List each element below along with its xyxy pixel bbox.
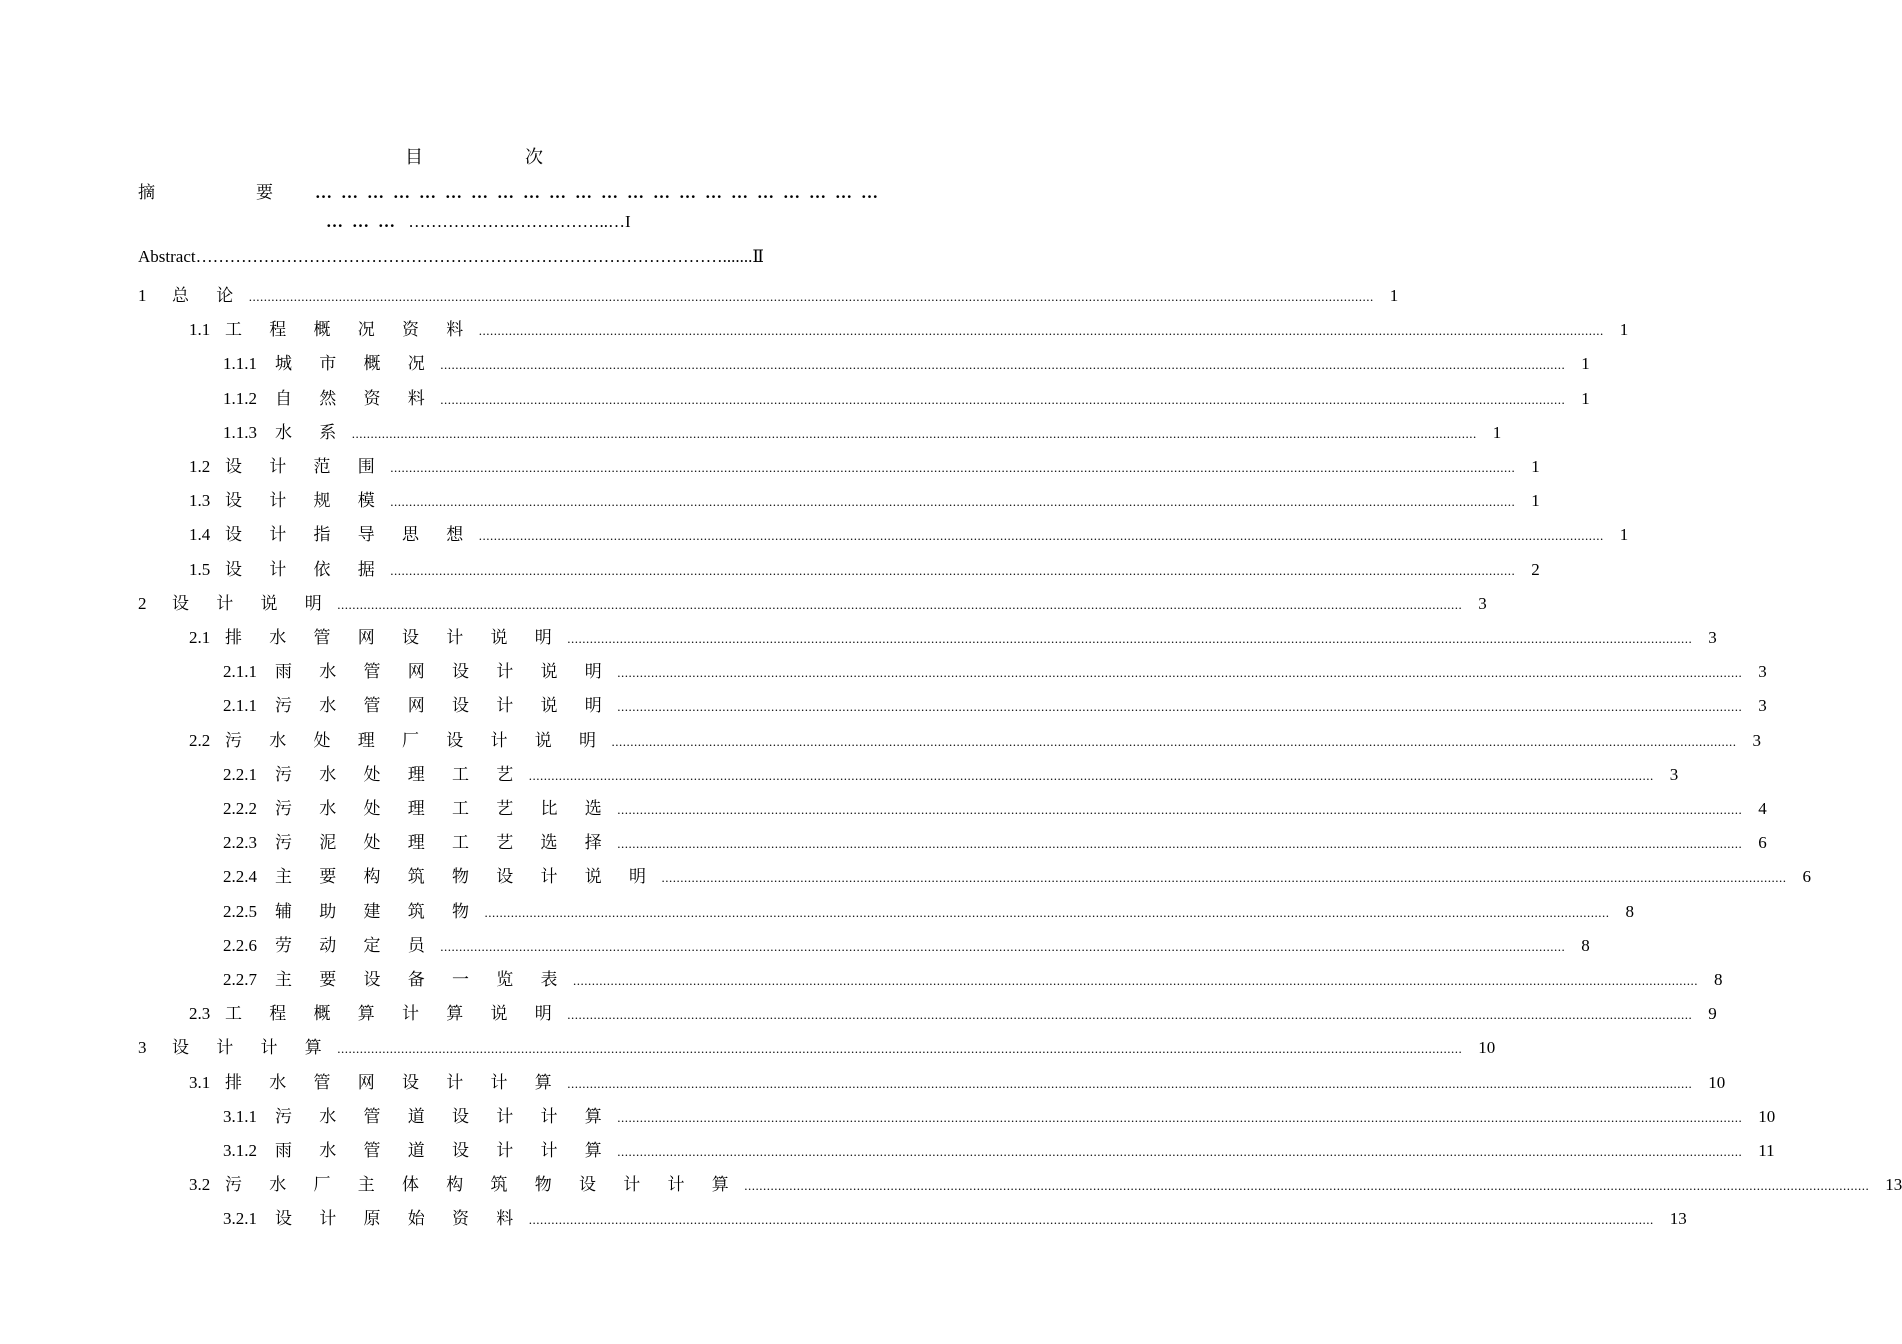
toc-entry-leader: ............................................................................................................................................................................................................................................................................................................ bbox=[617, 1109, 1743, 1125]
toc-entry-leader: ............................................................................................................................................................................................................................................................................................................ bbox=[528, 1212, 1654, 1228]
toc-entry-title: 排 水 管 网 设 计 计 算 bbox=[225, 1072, 564, 1092]
toc-entry-title: 劳 动 定 员 bbox=[275, 935, 437, 955]
toc-entry[interactable] bbox=[223, 657, 1767, 682]
toc-entry-number: 1.1.3 bbox=[223, 422, 257, 442]
toc-entry[interactable] bbox=[189, 555, 1540, 579]
toc-entry[interactable] bbox=[189, 1170, 1902, 1195]
toc-entry-number: 1.1.2 bbox=[223, 388, 257, 408]
toc-entry-page: 2 bbox=[1531, 559, 1540, 579]
toc-entry-leader: ............................................................................................................................................................................................................................................................................................................ bbox=[661, 870, 1787, 886]
toc-entry-title: 污 水 厂 主 体 构 筑 物 设 计 计 算 bbox=[225, 1175, 741, 1195]
toc-entry[interactable] bbox=[189, 520, 1629, 545]
toc-entry-title: 水 系 bbox=[275, 422, 348, 442]
toc-entry-leader: ............................................................................................................................................................................................................................................................................................................ bbox=[337, 596, 1463, 612]
toc-entry-title: 设 计 计 算 bbox=[172, 1038, 334, 1058]
toc-entry-page: 8 bbox=[1625, 901, 1634, 921]
toc-entry-number: 3 bbox=[138, 1038, 147, 1058]
toc-entry-number: 1.2 bbox=[189, 457, 211, 476]
toc-entry-title: 设 计 范 围 bbox=[225, 457, 387, 476]
toc-entry-page: 1 bbox=[1581, 354, 1590, 374]
toc-entry-leader: ............................................................................................................................................................................................................................................................................................................ bbox=[567, 631, 1693, 646]
toc-entry-title: 总 论 bbox=[172, 286, 245, 305]
toc-entry-page: 4 bbox=[1758, 799, 1767, 818]
toc-entry-leader: ............................................................................................................................................................................................................................................................................................................ bbox=[440, 938, 1566, 954]
toc-entry-page: 13 bbox=[1669, 1209, 1687, 1229]
toc-entry-leader: ............................................................................................................................................................................................................................................................................................................ bbox=[440, 357, 1566, 373]
toc-entry[interactable] bbox=[189, 1068, 1726, 1092]
toc-entry-page: 3 bbox=[1669, 764, 1679, 784]
toc-entry-number: 2.1 bbox=[189, 628, 211, 647]
toc-entry-title: 主 要 构 筑 物 设 计 说 明 bbox=[275, 867, 658, 887]
toc-title: 目 次 bbox=[405, 147, 585, 167]
toc-entry-number: 1 bbox=[138, 286, 147, 305]
toc-entry-abstract-cn-cont bbox=[326, 212, 846, 232]
abstract-cn-dots: ………………………………………………………… bbox=[315, 183, 887, 202]
toc-entry-number: 1.1 bbox=[189, 320, 211, 340]
toc-entry[interactable] bbox=[223, 1136, 1775, 1160]
toc-entry-leader: ............................................................................................................................................................................................................................................................................................................ bbox=[617, 1144, 1743, 1159]
toc-entry-leader: ............................................................................................................................................................................................................................................................................................................ bbox=[567, 1075, 1693, 1091]
toc-entry-number: 1.4 bbox=[189, 525, 211, 545]
abstract-cn-label: 摘 要 bbox=[138, 183, 315, 202]
toc-entry-page: 3 bbox=[1758, 662, 1767, 682]
toc-entry-page: 10 bbox=[1758, 1106, 1776, 1126]
toc-entry-title: 设 计 依 据 bbox=[225, 559, 387, 579]
toc-entry[interactable] bbox=[189, 315, 1629, 340]
toc-entry-leader: ............................................................................................................................................................................................................................................................................................................ bbox=[248, 289, 1374, 304]
toc-entry-title: 主 要 设 备 一 览 表 bbox=[275, 970, 569, 989]
abstract-cn-page: I bbox=[625, 212, 631, 231]
toc-entry-title: 污 水 管 道 设 计 计 算 bbox=[275, 1106, 614, 1126]
toc-entry-number: 1.1.1 bbox=[223, 354, 257, 374]
toc-entry-number: 2.2.5 bbox=[223, 901, 257, 921]
toc-entry-number: 2 bbox=[138, 593, 147, 613]
toc-entry-leader: ............................................................................................................................................................................................................................................................................................................ bbox=[617, 699, 1743, 715]
toc-entry-page: 1 bbox=[1531, 491, 1540, 511]
toc-entry-number: 2.2.6 bbox=[223, 935, 257, 955]
toc-entry-page: 8 bbox=[1714, 970, 1723, 989]
toc-entry-page: 1 bbox=[1619, 525, 1629, 545]
toc-entry-abstract-en[interactable] bbox=[138, 247, 843, 267]
toc-entry-leader: ............................................................................................................................................................................................................................................................................................................ bbox=[484, 904, 1610, 920]
toc-entry[interactable] bbox=[138, 589, 1487, 613]
toc-entry-number: 2.3 bbox=[189, 1004, 211, 1024]
toc-entry-number: 3.1.1 bbox=[223, 1106, 257, 1126]
toc-entry[interactable] bbox=[189, 486, 1540, 511]
toc-entry-leader: ............................................................................................................................................................................................................................................................................................................ bbox=[478, 528, 1604, 544]
toc-entry-leader: ............................................................................................................................................................................................................................................................................................................ bbox=[567, 1007, 1693, 1023]
toc-entry-leader: ............................................................................................................................................................................................................................................................................................................ bbox=[528, 767, 1654, 783]
toc-entry-leader: ............................................................................................................................................................................................................................................................................................................ bbox=[478, 323, 1604, 339]
toc-entry-number: 3.1 bbox=[189, 1072, 211, 1092]
toc-entry[interactable] bbox=[138, 281, 1399, 305]
toc-entry-title: 雨 水 管 网 设 计 说 明 bbox=[275, 662, 614, 682]
toc-entry-leader: ............................................................................................................................................................................................................................................................................................................ bbox=[440, 391, 1566, 407]
toc-entry-number: 2.2 bbox=[189, 730, 211, 750]
toc-entry[interactable] bbox=[189, 452, 1540, 476]
toc-entry-title: 排 水 管 网 设 计 说 明 bbox=[225, 628, 564, 647]
toc-entry-number: 3.2.1 bbox=[223, 1209, 257, 1229]
toc-entry-page: 3 bbox=[1708, 628, 1717, 647]
toc-entry[interactable] bbox=[138, 1033, 1496, 1058]
toc-entry[interactable] bbox=[189, 623, 1717, 647]
toc-entry-title: 设 计 说 明 bbox=[172, 593, 334, 613]
toc-entry-leader: ............................................................................................................................................................................................................................................................................................................ bbox=[390, 562, 1516, 578]
toc-entry-leader: ............................................................................................................................................................................................................................................................................................................ bbox=[337, 1041, 1463, 1057]
toc-entry[interactable] bbox=[223, 862, 1811, 887]
toc-entry-page: 9 bbox=[1708, 1004, 1717, 1024]
toc-entry[interactable] bbox=[223, 760, 1679, 784]
toc-entry-title: 污 水 处 理 厂 设 计 说 明 bbox=[225, 730, 608, 750]
toc-entry-abstract-cn[interactable] bbox=[138, 178, 887, 203]
toc-entry-leader: ............................................................................................................................................................................................................................................................................................................ bbox=[390, 460, 1516, 475]
toc-entry-page: 10 bbox=[1708, 1072, 1726, 1092]
toc-entry-page: 8 bbox=[1581, 935, 1590, 955]
toc-entry[interactable] bbox=[223, 931, 1590, 955]
toc-entry-number: 2.2.3 bbox=[223, 833, 257, 853]
toc-entry-leader: ............................................................................................................................................................................................................................................................................................................ bbox=[617, 802, 1743, 817]
toc-entry[interactable] bbox=[189, 726, 1761, 750]
toc-entry-page: 1 bbox=[1389, 286, 1399, 305]
abstract-en-page: Ⅱ bbox=[752, 247, 764, 266]
toc-entry-title: 工 程 概 况 资 料 bbox=[225, 320, 475, 340]
toc-entry-page: 3 bbox=[1752, 730, 1761, 750]
toc-entry-leader: ............................................................................................................................................................................................................................................................................................................ bbox=[573, 973, 1698, 988]
toc-entry[interactable] bbox=[223, 828, 1767, 853]
toc-entry[interactable] bbox=[223, 418, 1502, 442]
toc-entry[interactable] bbox=[189, 999, 1717, 1024]
toc-entry-page: 3 bbox=[1478, 593, 1487, 613]
toc-entry-page: 6 bbox=[1758, 833, 1767, 853]
abstract-en-dots: …………………………………………………………………………………....... bbox=[195, 247, 753, 266]
toc-entry-leader: ............................................................................................................................................................................................................................................................................................................ bbox=[617, 665, 1743, 681]
toc-entry-page: 13 bbox=[1885, 1175, 1902, 1195]
toc-entry[interactable] bbox=[223, 897, 1634, 921]
toc-entry-page: 11 bbox=[1758, 1141, 1775, 1160]
toc-entry-title: 自 然 资 料 bbox=[275, 388, 437, 408]
toc-entry[interactable] bbox=[223, 349, 1590, 374]
toc-entry-number: 1.3 bbox=[189, 491, 211, 511]
toc-entry-title: 污 水 处 理 工 艺 比 选 bbox=[275, 799, 614, 818]
toc-entry-title: 污 水 处 理 工 艺 bbox=[275, 764, 525, 784]
toc-entry-page: 1 bbox=[1619, 320, 1629, 340]
toc-entry-number: 2.2.2 bbox=[223, 799, 257, 818]
abstract-cn-dots-2: ……… bbox=[326, 212, 404, 231]
toc-entry[interactable] bbox=[223, 794, 1767, 818]
toc-entry-page: 1 bbox=[1531, 457, 1540, 476]
toc-entry-title: 污 水 管 网 设 计 说 明 bbox=[275, 696, 614, 716]
abstract-cn-dots-3: ……………….……………..… bbox=[408, 212, 625, 231]
toc-entry[interactable] bbox=[223, 1204, 1687, 1229]
toc-entry[interactable] bbox=[223, 1102, 1776, 1126]
toc-entry-number: 2.2.4 bbox=[223, 867, 257, 887]
toc-entry[interactable] bbox=[223, 691, 1767, 716]
toc-entry-leader: ............................................................................................................................................................................................................................................................................................................ bbox=[611, 733, 1737, 749]
toc-entry-title: 污 泥 处 理 工 艺 选 择 bbox=[275, 833, 614, 853]
toc-entry-number: 2.2.1 bbox=[223, 764, 257, 784]
toc-entry-page: 10 bbox=[1478, 1038, 1496, 1058]
toc-entry-title: 设 计 规 模 bbox=[225, 491, 387, 511]
toc-entry-page: 6 bbox=[1802, 867, 1811, 887]
toc-entry-title: 雨 水 管 道 设 计 计 算 bbox=[275, 1141, 614, 1160]
toc-entry-title: 工 程 概 算 计 算 说 明 bbox=[225, 1004, 564, 1024]
toc-entry-leader: ............................................................................................................................................................................................................................................................................................................ bbox=[390, 494, 1516, 510]
toc-entry-number: 3.2 bbox=[189, 1175, 211, 1195]
abstract-en-label: Abstract bbox=[138, 247, 196, 266]
toc-entry-leader: ............................................................................................................................................................................................................................................................................................................ bbox=[351, 425, 1477, 441]
toc-entry-page: 1 bbox=[1492, 422, 1502, 442]
toc-entry-leader: ............................................................................................................................................................................................................................................................................................................ bbox=[617, 836, 1743, 852]
toc-entry-page: 3 bbox=[1758, 696, 1767, 716]
toc-entry-title: 城 市 概 况 bbox=[275, 354, 437, 374]
toc-entry[interactable] bbox=[223, 384, 1590, 408]
toc-entry-number: 2.1.1 bbox=[223, 696, 257, 716]
toc-entry-title: 设 计 原 始 资 料 bbox=[275, 1209, 525, 1229]
toc-entry[interactable] bbox=[223, 965, 1723, 989]
toc-entry-number: 2.2.7 bbox=[223, 970, 257, 989]
toc-entry-title: 设 计 指 导 思 想 bbox=[225, 525, 475, 545]
toc-entry-number: 1.5 bbox=[189, 559, 211, 579]
toc-entry-title: 辅 助 建 筑 物 bbox=[275, 901, 481, 921]
toc-entry-leader: ............................................................................................................................................................................................................................................................................................................ bbox=[744, 1178, 1870, 1194]
toc-entry-number: 2.1.1 bbox=[223, 662, 257, 682]
toc-entry-page: 1 bbox=[1581, 388, 1590, 408]
toc-entry-number: 3.1.2 bbox=[223, 1141, 257, 1160]
